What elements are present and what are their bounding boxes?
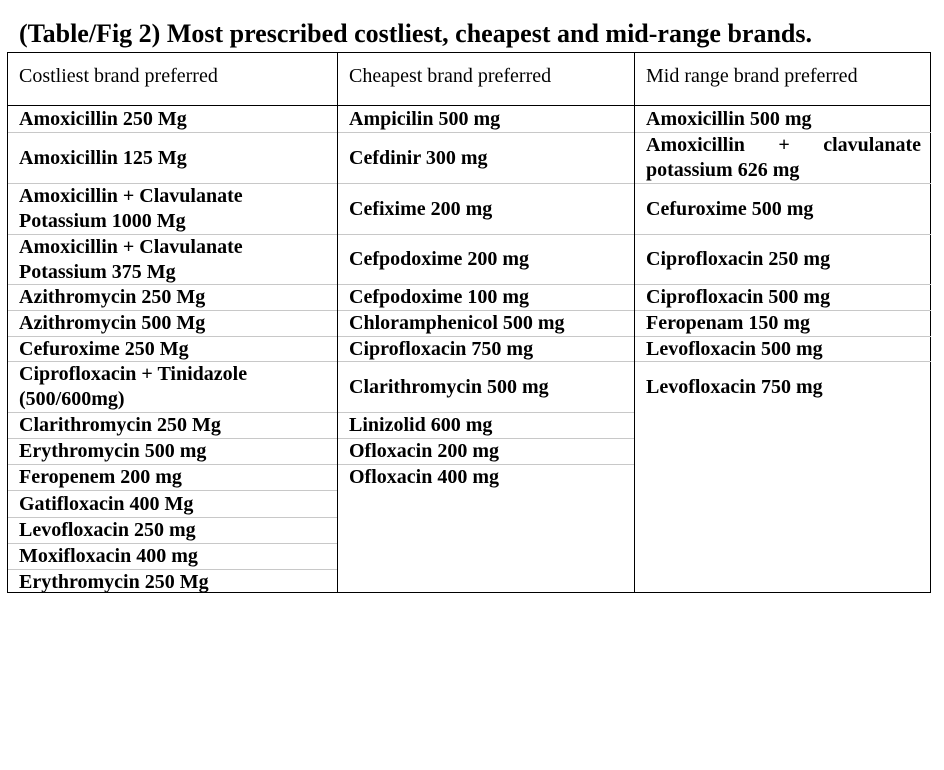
drug-name: Amoxicillin 125 Mg (19, 146, 187, 169)
drug-name: Erythromycin 250 Mg (19, 571, 209, 593)
drug-name: Azithromycin 500 Mg (19, 312, 206, 334)
cheapest-row (338, 106, 634, 132)
drug-name: Cefixime 200 mg (349, 197, 493, 220)
cheapest-row (338, 284, 634, 310)
costliest-row (8, 234, 337, 284)
costliest-row (8, 183, 337, 234)
drug-name: Amoxicillin 500 mg (646, 107, 812, 130)
mid-range-row (635, 132, 931, 183)
cheapest-row (338, 361, 634, 412)
drug-name: Cefdinir 300 mg (349, 146, 488, 169)
drug-name: Clarithromycin 250 Mg (19, 414, 221, 436)
cheapest-row (338, 234, 634, 284)
costliest-row (8, 361, 337, 412)
drug-name: Azithromycin 250 Mg (19, 286, 206, 308)
cheapest-row (338, 464, 634, 490)
drug-name: Cefuroxime 250 Mg (19, 337, 189, 360)
cheapest-row (338, 183, 634, 234)
mid-range-row (635, 183, 931, 234)
drug-name: Moxifloxacin 400 mg (19, 545, 198, 567)
drug-name: Levofloxacin 500 mg (646, 337, 823, 360)
drug-name: Amoxicillin 250 Mg (19, 107, 187, 130)
brands-table (7, 52, 931, 593)
costliest-row (8, 284, 337, 310)
costliest-row (8, 336, 337, 361)
mid-range-row (635, 361, 931, 412)
mid-range-row (635, 234, 931, 284)
costliest-row (8, 464, 337, 490)
drug-name: Cefuroxime 500 mg (646, 197, 814, 220)
mid-range-row (635, 284, 931, 310)
costliest-row (8, 569, 337, 595)
costliest-row (8, 132, 337, 183)
costliest-row (8, 310, 337, 336)
drug-name: Linizolid 600 mg (349, 414, 493, 436)
drug-name: Amoxicillin + Clavulanate Potassium 1000 Mg (19, 185, 243, 232)
drug-name: Levofloxacin 250 mg (19, 519, 196, 541)
cheapest-row (338, 310, 634, 336)
cheapest-row (338, 132, 634, 183)
drug-name: Ofloxacin 200 mg (349, 440, 499, 462)
costliest-row (8, 490, 337, 517)
mid-range-row (635, 336, 931, 361)
costliest-row (8, 438, 337, 464)
costliest-row (8, 543, 337, 569)
costliest-row (8, 412, 337, 438)
drug-name: Ciprofloxacin 250 mg (646, 248, 831, 270)
cheapest-row (338, 438, 634, 464)
drug-name: Clarithromycin 500 mg (349, 375, 549, 398)
drug-name: Erythromycin 500 mg (19, 440, 207, 462)
drug-name: Gatifloxacin 400 Mg (19, 492, 194, 515)
drug-name: Amoxicillin + clavulanate potassium 626 mg (646, 134, 921, 181)
costliest-row (8, 106, 337, 132)
drug-name: Cefpodoxime 200 mg (349, 248, 529, 270)
mid-range-row (635, 106, 931, 132)
drug-name: Ciprofloxacin 500 mg (646, 286, 831, 308)
drug-name: Chloramphenicol 500 mg (349, 312, 565, 334)
drug-name: Amoxicillin + Clavulanate Potassium 375 Mg (19, 235, 243, 283)
column-header-cheapest: Cheapest brand preferred (349, 65, 552, 87)
drug-name: Ofloxacin 400 mg (349, 466, 499, 488)
cheapest-row (338, 412, 634, 438)
costliest-row (8, 517, 337, 543)
column-header-mid-range: Mid range brand preferred (646, 65, 858, 87)
drug-name: Ciprofloxacin + Tinidazole (500/600mg) (19, 363, 248, 410)
page-title: (Table/Fig 2) Most prescribed costliest, cheapest and mid-range brands. (19, 19, 812, 48)
drug-name: Cefpodoxime 100 mg (349, 286, 529, 308)
cheapest-row (338, 336, 634, 361)
drug-name: Feropenem 200 mg (19, 466, 182, 488)
drug-name: Feropenam 150 mg (646, 312, 811, 334)
drug-name: Ampicilin 500 mg (349, 107, 501, 130)
mid-range-row (635, 310, 931, 336)
drug-name: Levofloxacin 750 mg (646, 375, 823, 398)
column-header-costliest: Costliest brand preferred (19, 65, 218, 87)
drug-name: Ciprofloxacin 750 mg (349, 337, 534, 360)
